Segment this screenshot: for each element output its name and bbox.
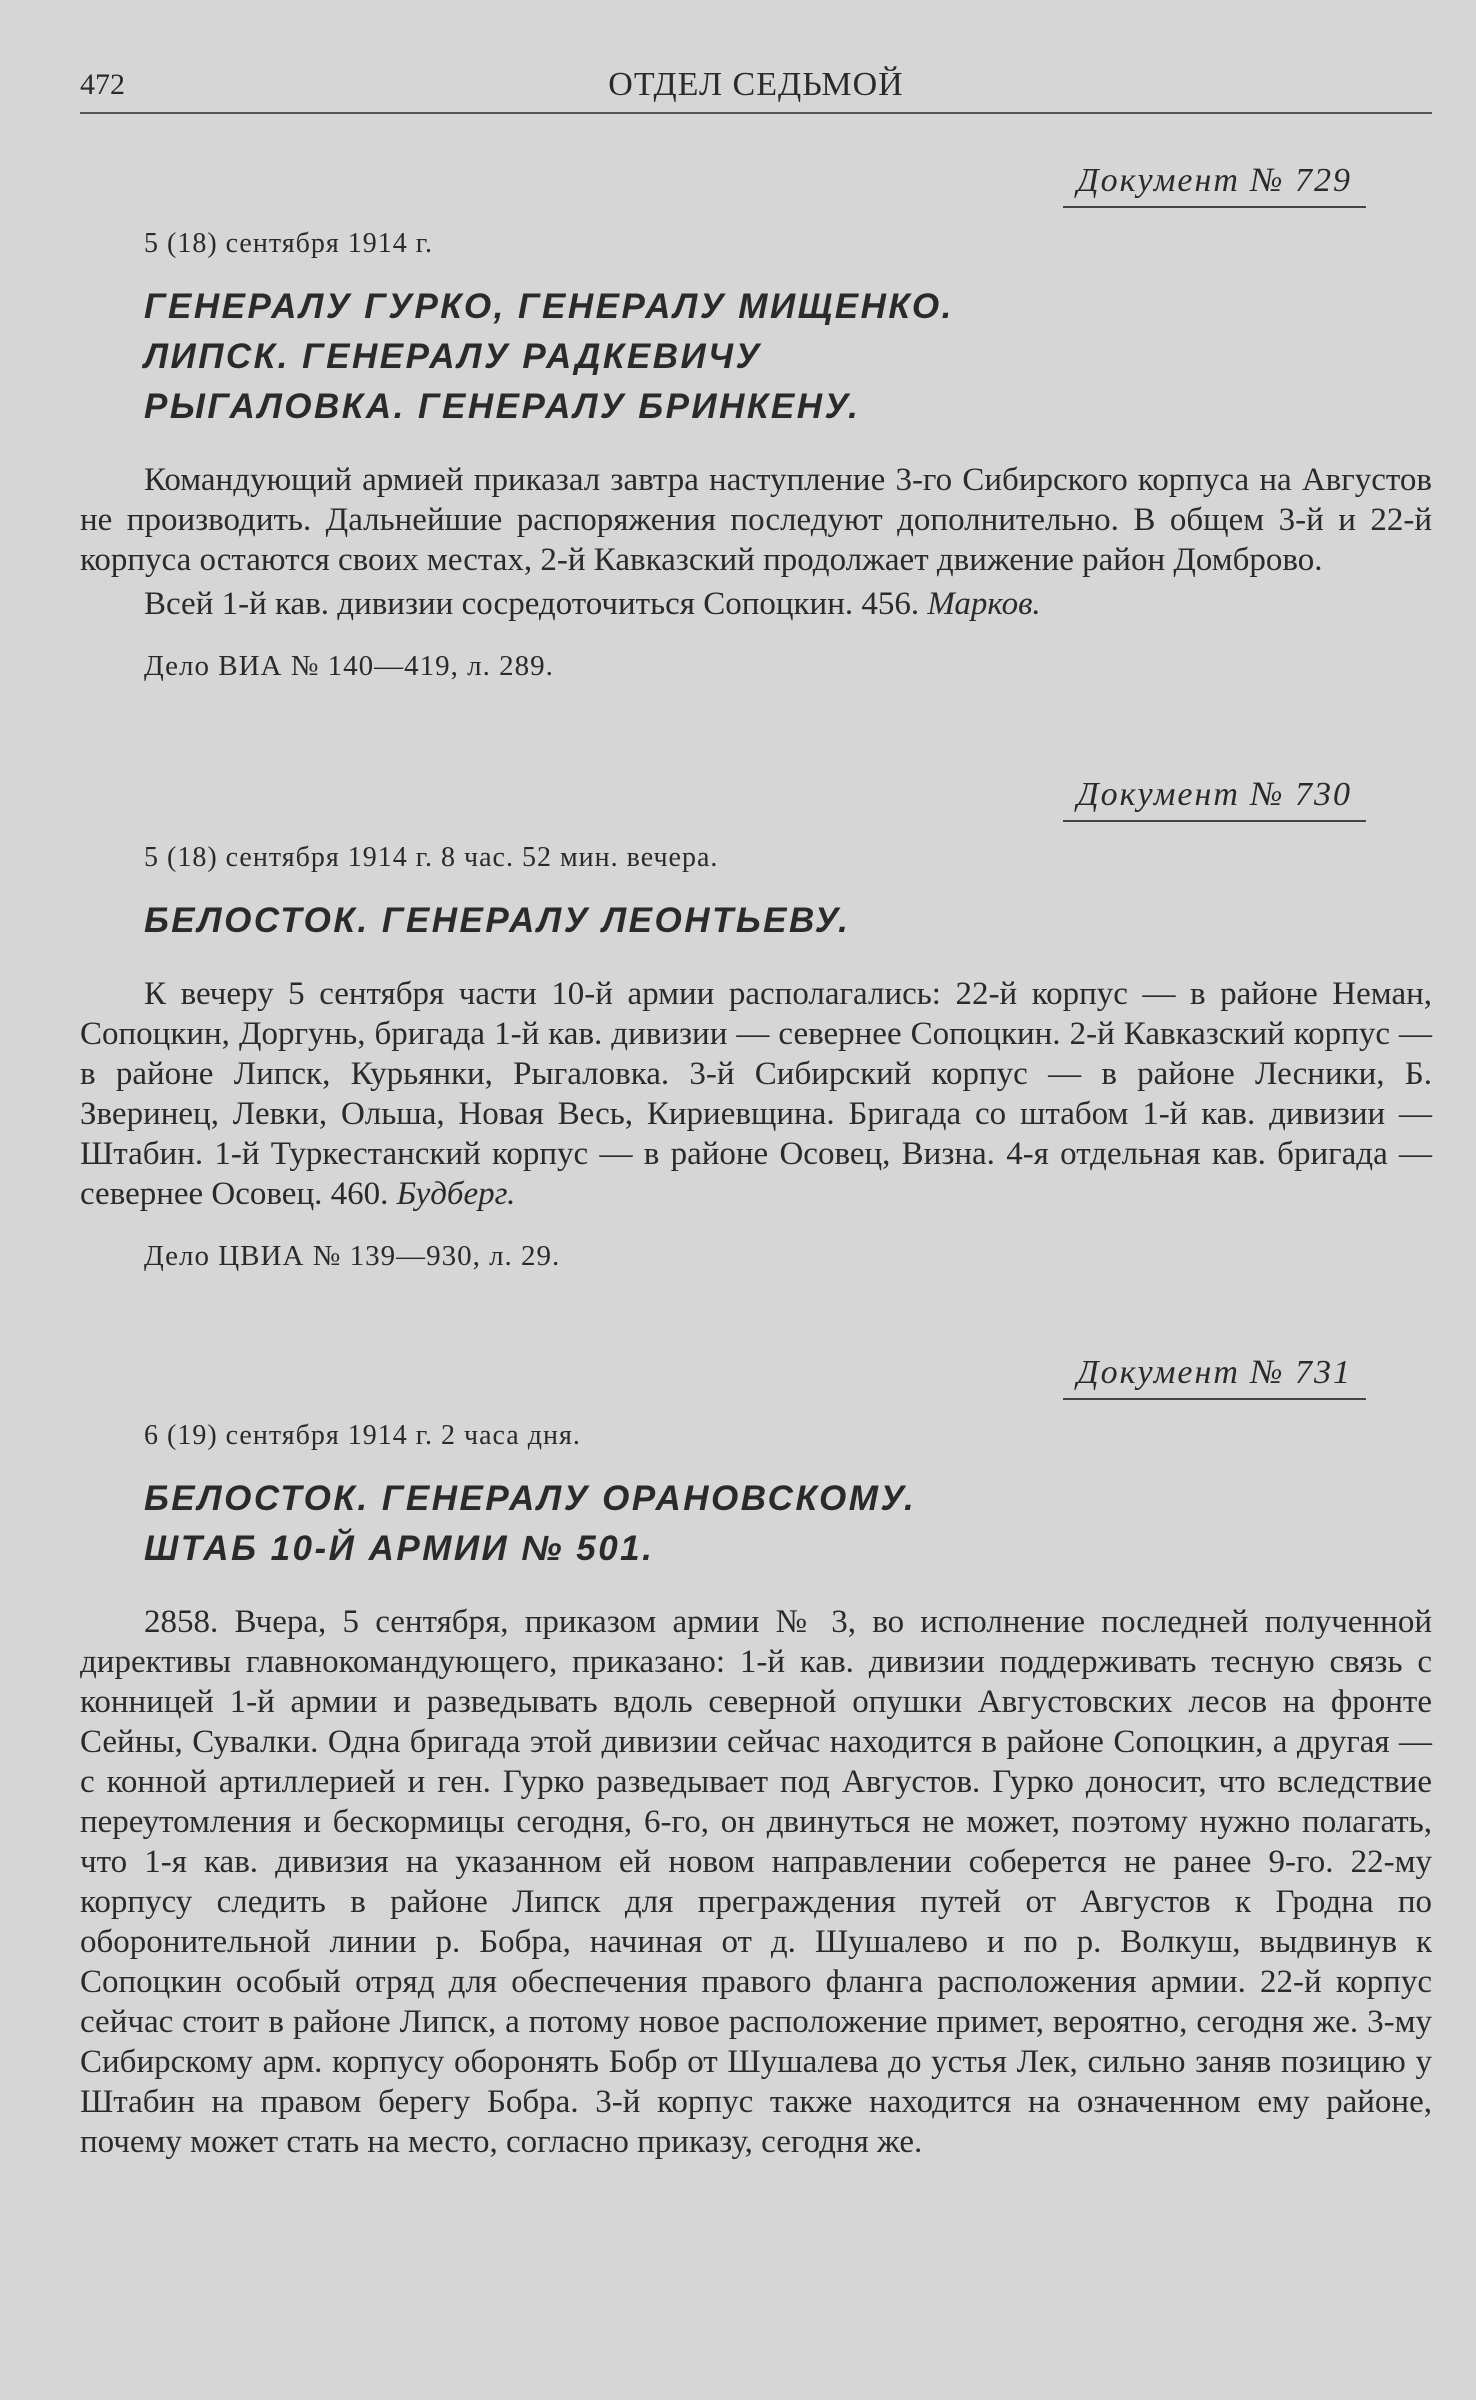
document-number-row xyxy=(80,1354,1432,1408)
document-731 xyxy=(80,1354,1432,2162)
addressee xyxy=(144,282,1432,432)
document-body xyxy=(80,1602,1432,2162)
archive-reference: Дело ВИА № 140—419, л. 289. xyxy=(144,650,554,682)
paragraph-with-signature xyxy=(80,584,1432,624)
running-title: ОТДЕЛ СЕДЬМОЙ xyxy=(608,66,904,103)
page-number: 472 xyxy=(80,68,125,101)
paragraph: Командующий армией приказал завтра наступление 3-го Сибирского корпуса на Августов не производить. Дальнейшие распоряжения последуют дополнительно. В общем 3-й и 22-й корпуса остаются своих местах, 2-й Кавказский продолжает движение район Домброво. xyxy=(80,462,1432,578)
addressee-line: ШТАБ 10-Й АРМИИ № 501. xyxy=(144,1529,655,1568)
addressee xyxy=(144,1474,1432,1574)
archive-reference: Дело ЦВИА № 139—930, л. 29. xyxy=(144,1240,561,1272)
addressee xyxy=(144,896,1432,946)
document-730 xyxy=(80,776,1432,1276)
paragraph: 2858. Вчера, 5 сентября, приказом армии № 3, во исполнение последней полученной директивы главнокомандующего, приказано: 1-й кав. дивизии поддерживать тесную связь с конницей 1-й армии и разведывать вдоль северной опушки Августовских лесов на фронте Сейны, Сувалки. Одна бригада этой дивизии сейчас находится в районе Сопоцкин, а другая — с конной артиллерией и ген. Гурко разведывает под Августов. Гурко доносит, что вследствие переутомления и бескормицы сегодня, 6-го, он двинуться не может, поэтому нужно полагать, что 1-я кав. дивизия на указанном ей новом направлении соберется не ранее 9-го. 22-му корпусу следить в районе Липск для преграждения путей от Августов к Гродна по оборонительной линии р. Бобра, начиная от д. Шушалево и по р. Волкуш, выдвинув к Сопоцкин особый отряд для обеспечения правого фланга расположения армии. 22-й корпус сейчас стоит в районе Липск, а потому новое расположение примет, вероятно, сегодня же. 3-му Сибирскому арм. корпусу оборонять Бобр от Шушалева до устья Лек, сильно заняв позицию у Штабин на правом берегу Бобра. 3-й корпус также находится на означенном ему районе, почему может стать на место, согласно приказу, сегодня же. xyxy=(80,1604,1432,2160)
paragraph-text: Всей 1-й кав. дивизии сосредоточиться Сопоцкин. 456. xyxy=(144,586,920,622)
document-number-row xyxy=(80,776,1432,830)
document-number-row xyxy=(80,162,1432,216)
document-date: 5 (18) сентября 1914 г. 8 час. 52 мин. вечера. xyxy=(144,842,719,873)
document-body xyxy=(80,460,1432,624)
document-body xyxy=(80,974,1432,1214)
paragraph-with-signature xyxy=(80,974,1432,1214)
addressee-line: БЕЛОСТОК. ГЕНЕРАЛУ ОРАНОВСКОМУ. xyxy=(144,1479,917,1518)
document-number: Документ № 730 xyxy=(1063,776,1366,822)
document-729 xyxy=(80,162,1432,686)
addressee-line: ГЕНЕРАЛУ ГУРКО, ГЕНЕРАЛУ МИЩЕНКО. xyxy=(144,287,954,326)
addressee-line: РЫГАЛОВКА. ГЕНЕРАЛУ БРИНКЕНУ. xyxy=(144,387,861,426)
addressee-line: ЛИПСК. ГЕНЕРАЛУ РАДКЕВИЧУ xyxy=(144,337,762,376)
signature: Будберг. xyxy=(396,1176,516,1212)
document-number: Документ № 731 xyxy=(1063,1354,1366,1400)
document-date: 5 (18) сентября 1914 г. xyxy=(144,228,434,259)
header-rule xyxy=(80,112,1432,114)
signature: Марков. xyxy=(927,586,1041,622)
running-header xyxy=(80,62,1432,114)
addressee-line: БЕЛОСТОК. ГЕНЕРАЛУ ЛЕОНТЬЕВУ. xyxy=(144,901,851,940)
paragraph-text: К вечеру 5 сентября части 10-й армии располагались: 22-й корпус — в районе Неман, Сопоцкин, Доргунь, бригада 1-й кав. дивизии — севернее Сопоцкин. 2-й Кавказский корпус — в районе Липск, Курьянки, Рыгаловка. 3-й Сибирский корпус — в районе Лесники, Б. Зверинец, Левки, Ольша, Новая Весь, Кириевщина. Бригада со штабом 1-й кав. дивизии — Штабин. 1-й Туркестанский корпус — в районе Осовец, Визна. 4-я отдельная кав. бригада — севернее Осовец. 460. xyxy=(80,976,1432,1212)
document-date: 6 (19) сентября 1914 г. 2 часа дня. xyxy=(144,1420,581,1451)
document-number: Документ № 729 xyxy=(1063,162,1366,208)
